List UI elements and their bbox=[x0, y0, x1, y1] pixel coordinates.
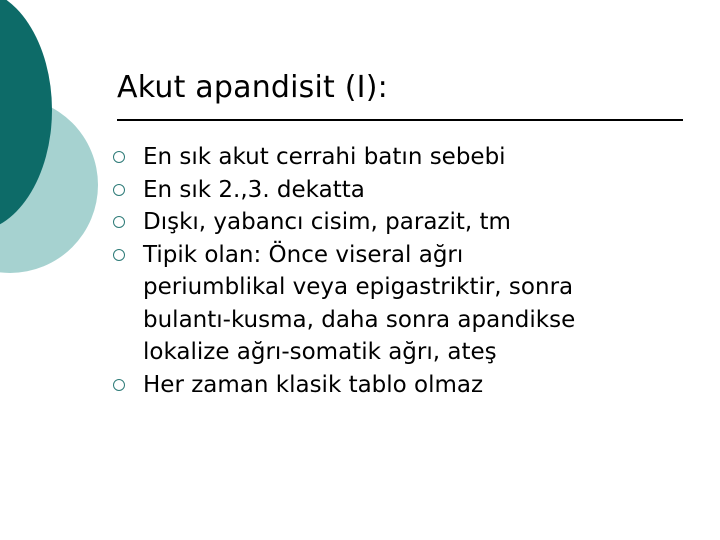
bullet-text: Her zaman klasik tablo olmaz bbox=[143, 371, 484, 398]
bullet-text: Dışkı, yabancı cisim, parazit, tm bbox=[143, 209, 511, 235]
decorative-circles bbox=[0, 0, 120, 300]
bullet-circle-icon bbox=[113, 184, 125, 196]
bullet-text-line: Tipik olan: Önce viseral ağrı bbox=[143, 241, 464, 268]
bullet-item bbox=[113, 174, 683, 207]
bullet-circle-icon bbox=[113, 151, 125, 163]
bullet-circle-icon bbox=[113, 216, 125, 228]
slide-title: Akut apandisit (I): bbox=[117, 70, 388, 105]
bullet-text-line: bulantı-kusma, daha sonra apandikse bbox=[143, 306, 576, 333]
bullet-text-line: periumblikal veya epigastriktir, sonra bbox=[143, 274, 574, 300]
bullet-circle-icon bbox=[113, 249, 125, 261]
bullet-item bbox=[113, 206, 683, 239]
bullet-item bbox=[113, 239, 683, 369]
bullet-text: En sık 2.,3. dekatta bbox=[143, 176, 365, 203]
title-underline bbox=[117, 119, 683, 121]
bullet-text: En sık akut cerrahi batın sebebi bbox=[143, 144, 506, 170]
bullet-text-line: lokalize ağrı-somatik ağrı, ateş bbox=[143, 339, 497, 365]
bullet-list bbox=[113, 141, 683, 401]
bullet-item bbox=[113, 369, 683, 402]
bullet-item bbox=[113, 141, 683, 174]
bullet-circle-icon bbox=[113, 379, 125, 391]
